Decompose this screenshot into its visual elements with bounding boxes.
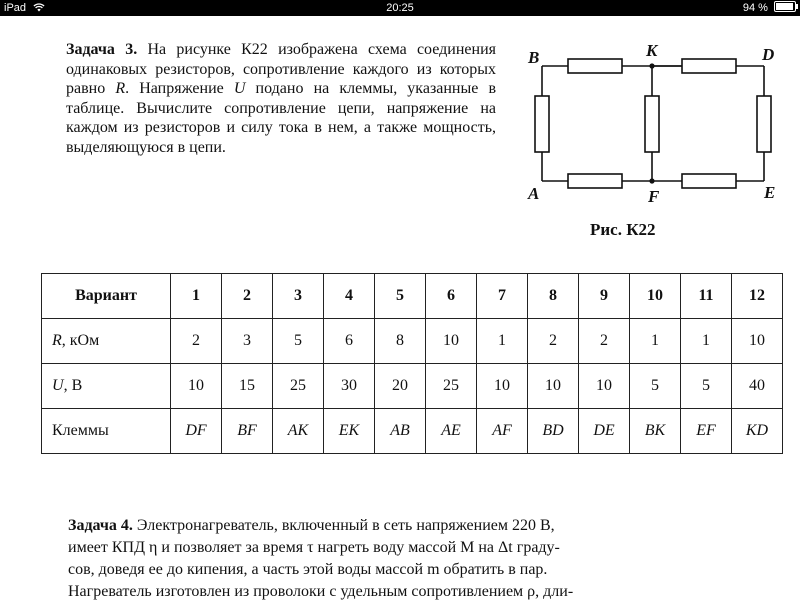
u-cell: 40 (732, 364, 783, 409)
var-u-label: U (52, 377, 64, 394)
clock: 20:25 (386, 2, 414, 14)
terminal-cell: EF (681, 409, 732, 454)
problem-4-line-2: имеет КПД η и позволяет за время τ нагреть воду массой M на Δt граду- (68, 539, 560, 556)
problem-3-text (66, 40, 496, 158)
variant-cell: 3 (273, 274, 324, 319)
r-cell: 2 (171, 319, 222, 364)
var-u: U (233, 80, 246, 98)
figure-caption: Рис. К22 (590, 220, 656, 239)
u-cell: 5 (681, 364, 732, 409)
battery-status (743, 0, 796, 16)
u-cell: 30 (324, 364, 375, 409)
variants-table (41, 273, 783, 454)
r-cell: 10 (426, 319, 477, 364)
problem-3-part-a: На рисунке К22 изображена схема соединения одинаковых резисторов, сопротивление каждого из которых равно (66, 41, 496, 98)
label-b: B (528, 48, 540, 67)
r-cell: 5 (273, 319, 324, 364)
resistor-ab (535, 96, 549, 152)
resistor-kf (645, 96, 659, 152)
u-cell: 5 (630, 364, 681, 409)
terminal-cell: BD (528, 409, 579, 454)
header-u (42, 364, 171, 409)
terminal-cell: KD (732, 409, 783, 454)
resistor-de (757, 96, 771, 152)
terminal-cell: BK (630, 409, 681, 454)
header-variant: Вариант (42, 274, 171, 319)
problem-4-heading: Задача 4. (68, 517, 133, 534)
problem-4-line-1 (68, 515, 778, 537)
variant-cell: 11 (681, 274, 732, 319)
problem-3-part-c: подано на клеммы, указанные в таблице. Вычислите сопротивление цепи, напряжение на каждом из резисторов и силу тока в нем, а также мощность, выделяющуюся в цепи. (66, 80, 496, 156)
u-cell: 10 (528, 364, 579, 409)
resistor-bk (568, 59, 622, 73)
label-d: D (762, 45, 775, 64)
u-cell: 10 (477, 364, 528, 409)
r-cell: 3 (222, 319, 273, 364)
u-cell: 25 (273, 364, 324, 409)
terminal-cell: DE (579, 409, 630, 454)
problem-4-line-4: Нагреватель изготовлен из проволоки с удельным сопротивлением ρ, дли- (68, 583, 574, 600)
table-row-terminals (42, 409, 783, 454)
r-cell: 1 (477, 319, 528, 364)
resistor-fe (682, 174, 736, 188)
circuit-diagram (520, 36, 790, 221)
variant-cell: 9 (579, 274, 630, 319)
u-cell: 15 (222, 364, 273, 409)
header-terminals: Клеммы (42, 409, 171, 454)
variant-cell: 4 (324, 274, 375, 319)
r-cell: 2 (528, 319, 579, 364)
label-f: F (648, 187, 660, 206)
label-a: A (528, 184, 540, 203)
variant-cell: 7 (477, 274, 528, 319)
battery-icon (774, 1, 796, 12)
problem-3-heading: Задача 3. (66, 41, 138, 58)
resistor-kd (682, 59, 736, 73)
r-cell: 6 (324, 319, 375, 364)
var-r: R (115, 80, 126, 98)
terminal-cell: AK (273, 409, 324, 454)
variant-cell: 6 (426, 274, 477, 319)
u-cell: 25 (426, 364, 477, 409)
r-cell: 1 (681, 319, 732, 364)
terminal-cell: EK (324, 409, 375, 454)
r-unit: , кОм (61, 332, 100, 349)
status-bar (0, 0, 800, 16)
variant-cell: 2 (222, 274, 273, 319)
terminal-cell: AB (375, 409, 426, 454)
node-k (649, 63, 654, 68)
terminal-cell: BF (222, 409, 273, 454)
table-row-variant (42, 274, 783, 319)
terminal-cell: AF (477, 409, 528, 454)
terminal-cell: AE (426, 409, 477, 454)
r-cell: 10 (732, 319, 783, 364)
problem-4-line-1-text: Электронагреватель, включенный в сеть напряжением 220 В, (132, 517, 555, 534)
u-unit: , В (63, 377, 83, 394)
label-e: E (764, 183, 776, 202)
var-r-label: R (52, 332, 62, 349)
u-cell: 20 (375, 364, 426, 409)
device-label: iPad (4, 2, 27, 14)
u-cell: 10 (579, 364, 630, 409)
resistor-af (568, 174, 622, 188)
problem-3-part-b: . Напряжение (125, 80, 234, 98)
battery-percent: 94 % (742, 2, 768, 14)
problem-4-line-3: сов, доведя ее до кипения, а часть этой воды массой m обратить в пар. (68, 561, 548, 578)
table-row-u (42, 364, 783, 409)
battery-fill (776, 3, 793, 10)
variant-cell: 12 (732, 274, 783, 319)
variant-cell: 5 (375, 274, 426, 319)
u-cell: 10 (171, 364, 222, 409)
r-cell: 8 (375, 319, 426, 364)
r-cell: 2 (579, 319, 630, 364)
label-k: K (646, 41, 658, 60)
variant-cell: 10 (630, 274, 681, 319)
table-row-r (42, 319, 783, 364)
r-cell: 1 (630, 319, 681, 364)
problem-4 (68, 515, 778, 603)
variant-cell: 1 (171, 274, 222, 319)
header-r (42, 319, 171, 364)
terminal-cell: DF (171, 409, 222, 454)
variant-cell: 8 (528, 274, 579, 319)
problem-3 (66, 40, 496, 158)
node-f (649, 178, 654, 183)
